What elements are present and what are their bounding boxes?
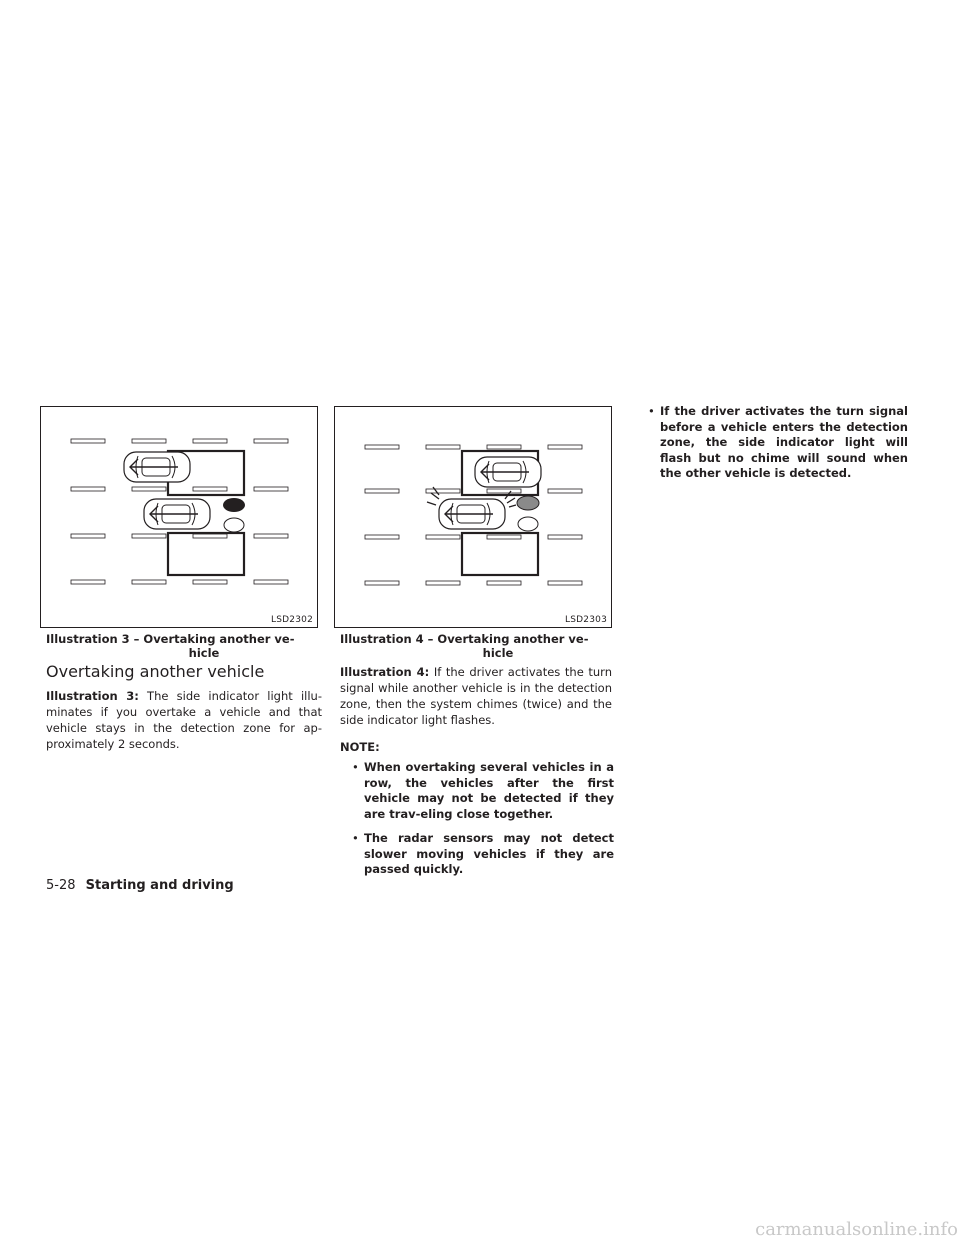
paragraph-illustration-4 (340, 664, 612, 728)
overtaking-diagram-4 (335, 407, 611, 627)
bullet-icon: • (648, 404, 655, 418)
illustration-3-figure (40, 406, 318, 628)
paragraph-text: If the driver activates the turn signal while another vehicle is in the detection zone, then the system chimes (twice) and the side indicator light flashes. (340, 665, 612, 727)
list-item (352, 831, 614, 878)
list-item (648, 404, 908, 482)
watermark: carmanualsonline.info (755, 1219, 958, 1240)
figure-code: LSD2302 (271, 615, 313, 625)
bullet-text: When overtaking several vehicles in a row, the vehicles after the first vehicle may not be detected if they are trav-eling close together. (364, 760, 614, 821)
paragraph-label: Illustration 3: (46, 689, 139, 703)
caption-line: hicle (482, 646, 514, 660)
bullet-icon: • (352, 760, 359, 774)
overtaking-diagram-3 (41, 407, 317, 627)
list-item (352, 760, 614, 822)
bullet-icon: • (352, 831, 359, 845)
paragraph-illustration-3 (46, 688, 322, 752)
page-number: 5-28 (46, 878, 76, 893)
footer-section-name: Starting and driving (85, 878, 234, 893)
note-label: NOTE: (340, 740, 380, 754)
figure-caption (46, 632, 322, 660)
figure-caption (340, 632, 616, 660)
note-bullet-list (352, 760, 614, 887)
figure-code: LSD2303 (565, 615, 607, 625)
caption-line: hicle (188, 646, 220, 660)
page-footer (46, 878, 234, 893)
bullet-text: The radar sensors may not detect slower moving vehicles if they are passed quickly. (364, 831, 614, 876)
bullet-text: If the driver activates the turn signal before a vehicle enters the detection zone, the side indicator light will flash but no chime will sound when the other vehicle is detected. (660, 404, 908, 480)
paragraph-text: The side indicator light illu-minates if you overtake a vehicle and that vehicle stays in the detection zone for ap-proximately 2 seconds. (46, 689, 322, 751)
paragraph-label: Illustration 4: (340, 665, 430, 679)
caption-line: Illustration 3 – Overtaking another ve- (46, 632, 295, 646)
caption-line: Illustration 4 – Overtaking another ve- (340, 632, 589, 646)
note-bullet-list (648, 404, 908, 491)
illustration-4-figure (334, 406, 612, 628)
section-title: Overtaking another vehicle (46, 662, 265, 681)
